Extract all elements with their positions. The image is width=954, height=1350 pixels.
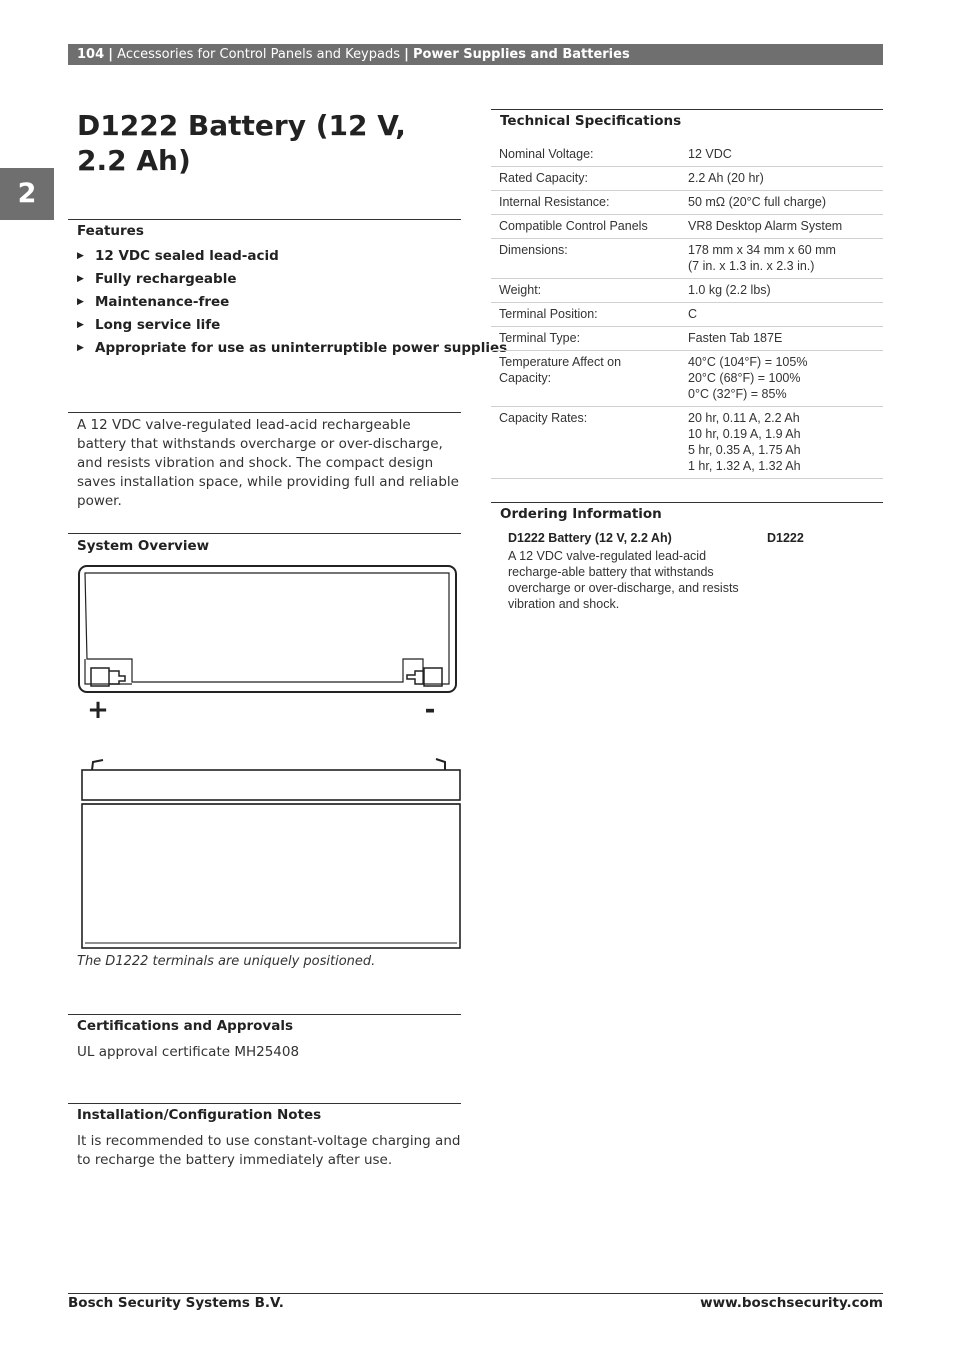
chapter-tab: 2 [0,168,54,220]
feature-item [77,270,507,293]
footer-divider [68,1293,883,1294]
features-heading: Features [77,223,144,239]
battery-side-view [82,759,460,948]
spec-row [491,215,883,239]
feature-text: Maintenance-free [95,294,230,310]
ordering-heading: Ordering Information [500,506,662,522]
diagram-caption: The D1222 terminals are uniquely positioned. [77,954,376,969]
spec-label: Temperature Affect on Capacity: [491,351,680,407]
installation-divider [68,1103,461,1104]
system-overview-divider [68,533,461,534]
spec-row [491,239,883,279]
spec-value: 1.0 kg (2.2 lbs) [680,279,883,303]
spec-label: Internal Resistance: [491,191,680,215]
ordering-product-name: D1222 Battery (12 V, 2.2 Ah) [508,531,672,545]
positive-terminal-icon [91,668,125,686]
battery-top-view [79,566,456,692]
spec-row [491,303,883,327]
spec-value: C [680,303,883,327]
spec-row [491,351,883,407]
bullet-icon: ▶ [77,251,84,261]
negative-label: - [424,695,436,725]
features-list [77,247,507,362]
tech-specs-table [491,143,883,479]
spec-value: 12 VDC [680,143,883,167]
footer-company: Bosch Security Systems B.V. [68,1295,284,1311]
header-separator-2: | [404,47,409,62]
certifications-heading: Certifications and Approvals [77,1018,293,1034]
spec-row [491,279,883,303]
certifications-text: UL approval certificate MH25408 [77,1044,300,1060]
bullet-icon: ▶ [77,320,84,330]
feature-item [77,293,507,316]
feature-text: Appropriate for use as uninterruptible power supplies [95,340,508,356]
description-divider [68,412,461,413]
feature-item [77,316,507,339]
ordering-divider [491,502,883,503]
installation-heading: Installation/Configuration Notes [77,1107,322,1123]
negative-terminal-icon [407,668,442,686]
feature-text: Long service life [95,317,221,333]
installation-text: It is recommended to use constant-voltage charging and to recharge the battery immediately after use. [77,1133,461,1168]
spec-label: Nominal Voltage: [491,143,680,167]
spec-row [491,191,883,215]
spec-row [491,327,883,351]
spec-label: Compatible Control Panels [491,215,680,239]
spec-row [491,407,883,479]
spec-value: 20 hr, 0.11 A, 2.2 Ah 10 hr, 0.19 A, 1.9 Ah 5 hr, 0.35 A, 1.75 Ah 1 hr, 1.32 A, 1.32 Ah [680,407,883,479]
spec-value: 2.2 Ah (20 hr) [680,167,883,191]
feature-text: Fully rechargeable [95,271,237,287]
spec-label: Terminal Position: [491,303,680,327]
ordering-product-description: A 12 VDC valve-regulated lead-acid recharge-able battery that withstands overcharge or over-discharge, and resists vibration and shock. [508,549,739,611]
page-header-bar [68,44,883,65]
header-subsection: Power Supplies and Batteries [413,47,630,62]
feature-item [77,247,507,270]
certifications-divider [68,1014,461,1015]
bullet-icon: ▶ [77,297,84,307]
page-title: D1222 Battery (12 V, 2.2 Ah) [77,109,406,177]
header-section: Accessories for Control Panels and Keypads [117,47,400,62]
feature-item [77,339,507,362]
positive-label: + [87,695,109,725]
ordering-product-code: D1222 [767,531,804,545]
spec-label: Capacity Rates: [491,407,680,479]
battery-diagram [77,563,463,953]
product-description: A 12 VDC valve-regulated lead-acid rechargeable battery that withstands overcharge or over-discharge, and resists vibration and shock. The compact design saves installation space, while providing full and reliable power. [77,417,459,509]
bullet-icon: ▶ [77,343,84,353]
spec-row [491,143,883,167]
feature-text: 12 VDC sealed lead-acid [95,248,279,264]
spec-row [491,167,883,191]
bullet-icon: ▶ [77,274,84,284]
spec-value: Fasten Tab 187E [680,327,883,351]
spec-value: 50 mΩ (20°C full charge) [680,191,883,215]
tech-specs-heading: Technical Specifications [500,113,682,129]
features-divider [68,219,461,220]
spec-label: Rated Capacity: [491,167,680,191]
spec-value: 178 mm x 34 mm x 60 mm (7 in. x 1.3 in. x 2.3 in.) [680,239,883,279]
tech-specs-divider [491,109,883,110]
footer-website-link[interactable]: www.boschsecurity.com [700,1295,883,1311]
spec-value: VR8 Desktop Alarm System [680,215,883,239]
spec-label: Weight: [491,279,680,303]
spec-label: Dimensions: [491,239,680,279]
spec-value: 40°C (104°F) = 105% 20°C (68°F) = 100% 0°C (32°F) = 85% [680,351,883,407]
header-separator: | [108,47,114,62]
system-overview-heading: System Overview [77,538,210,554]
spec-label: Terminal Type: [491,327,680,351]
page-number: 104 [77,47,105,62]
